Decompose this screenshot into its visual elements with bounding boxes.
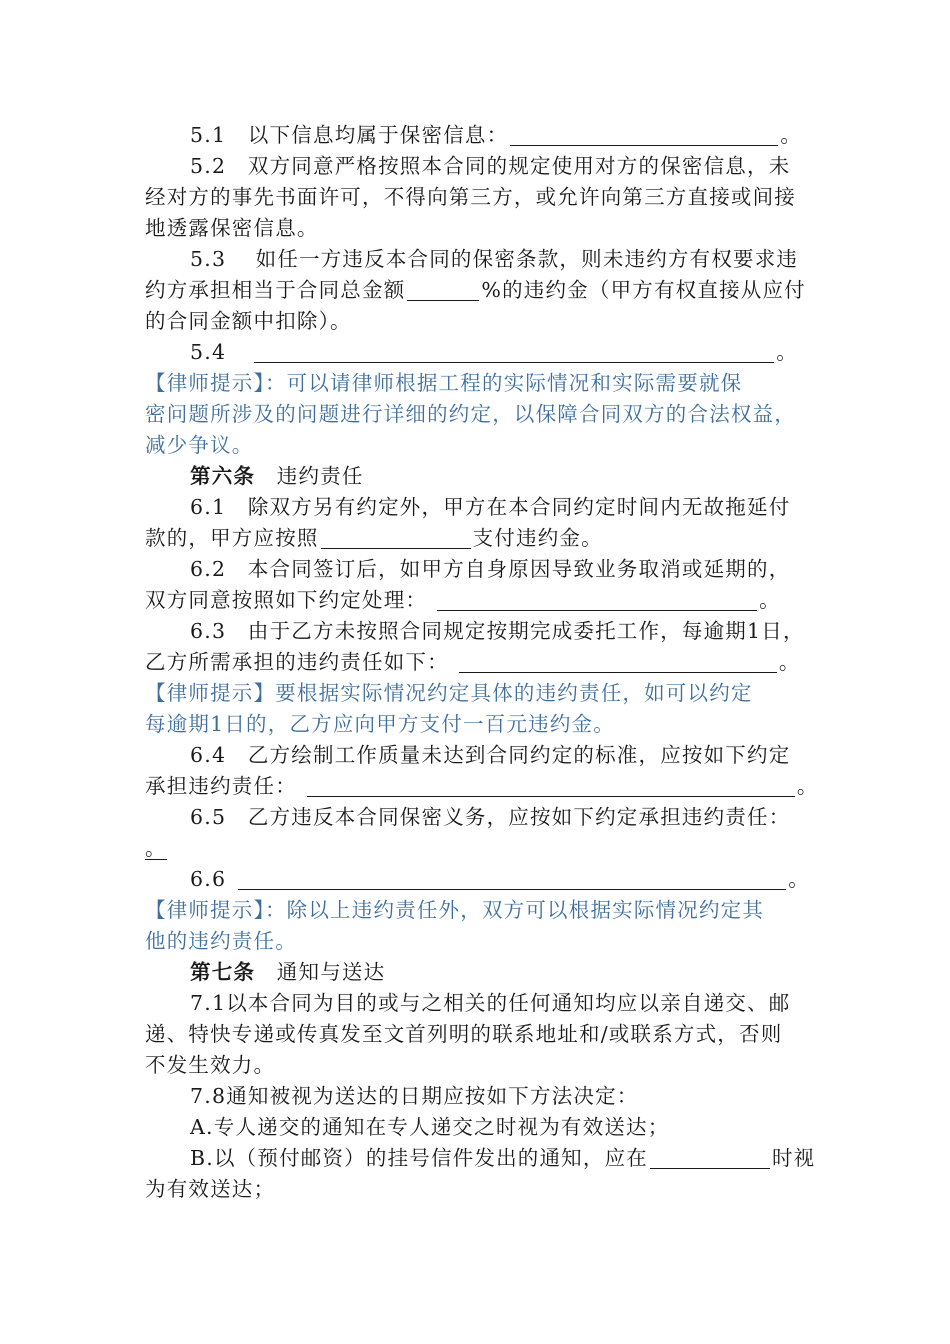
clause-5-4: 5.4 。 [190,340,798,364]
lawyer-tip: 【律师提示】：可以请律师根据工程的实际情况和实际需要就保 [145,371,743,395]
fill-blank[interactable] [254,340,774,363]
clause-6-6: 6.6 。 [190,867,810,891]
article-7-heading: 第七条 通知与送达 [190,960,386,984]
lawyer-tip: 【律师提示】：除以上违约责任外，双方可以根据实际情况约定其 [145,898,765,922]
fill-blank[interactable] [238,867,786,890]
lawyer-tip: 减少争议。 [145,433,254,457]
fill-blank[interactable] [307,774,795,797]
lawyer-tip: 密问题所涉及的问题进行详细的约定，以保障合同双方的合法权益， [145,402,796,426]
paragraph-line: 的合同金额中扣除）。 [145,309,352,333]
fill-blank[interactable]: 。 [145,836,167,860]
paragraph-line: 双方同意按照如下约定处理： 。 [145,588,781,612]
fill-blank[interactable] [459,650,777,673]
clause-7-8-a: A.专人递交的通知在专人递交之时视为有效送达； [190,1115,670,1139]
fill-blank[interactable] [510,123,778,146]
paragraph-line: 经对方的事先书面许可，不得向第三方，或允许向第三方直接或间接 [145,185,796,209]
paragraph-line: 约方承担相当于合同总金额 %的违约金（甲方有权直接从应付 [145,278,806,302]
clause-6-1: 6.1 除双方另有约定外，甲方在本合同约定时间内无故拖延付 [190,495,791,519]
clause-7-8-b: B.以（预付邮资）的挂号信件发出的通知，应在 时视 [190,1146,816,1170]
lawyer-tip: 【律师提示】要根据实际情况约定具体的违约责任，如可以约定 [145,681,753,705]
fill-blank[interactable] [321,526,471,549]
paragraph-line: 乙方所需承担的违约责任如下： 。 [145,650,801,674]
clause-6-4: 6.4 乙方绘制工作质量未达到合同约定的标准，应按如下约定 [190,743,791,767]
lawyer-tip: 每逾期1日的，乙方应向甲方支付一百元违约金。 [145,712,615,736]
clause-6-2: 6.2 本合同签订后，如甲方自身原因导致业务取消或延期的， [190,557,791,581]
fill-blank[interactable] [650,1146,770,1169]
clause-6-5: 6.5 乙方违反本合同保密义务，应按如下约定承担违约责任： [190,805,791,829]
percent-blank[interactable] [407,278,479,301]
clause-6-3: 6.3 由于乙方未按照合同规定按期完成委托工作，每逾期1日， [190,619,805,643]
paragraph-line: 不发生效力。 [145,1053,276,1077]
paragraph-line: 承担违约责任： 。 [145,774,819,798]
fill-blank[interactable] [437,588,757,611]
clause-5-3: 5.3 如任一方违反本合同的保密条款，则未违约方有权要求违 [190,247,799,271]
paragraph-line: 为有效送达； [145,1177,276,1201]
paragraph-line: 款的，甲方应按照 支付违约金。 [145,526,603,550]
lawyer-tip: 他的违约责任。 [145,929,297,953]
clause-7-1: 7.1以本合同为目的或与之相关的任何通知均应以亲自递交、邮 [190,991,791,1015]
paragraph-line: 地透露保密信息。 [145,216,319,240]
paragraph-line [145,833,807,864]
clause-5-2: 5.2 双方同意严格按照本合同的规定使用对方的保密信息，未 [190,154,791,178]
article-6-heading: 第六条 违约责任 [190,464,364,488]
clause-5-1: 5.1 以下信息均属于保密信息： 。 [190,123,803,147]
clause-7-8: 7.8通知被视为送达的日期应按如下方法决定： [190,1084,639,1108]
paragraph-line: 递、特快专递或传真发至文首列明的联系地址和/或联系方式，否则 [145,1022,783,1046]
